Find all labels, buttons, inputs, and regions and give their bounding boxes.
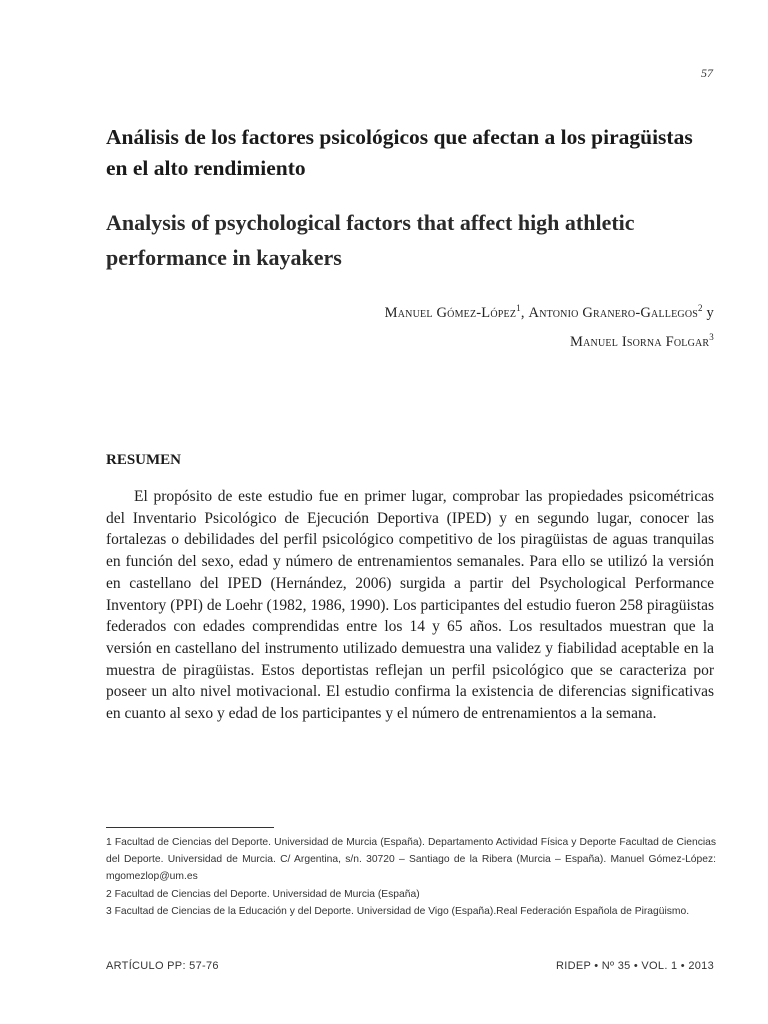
author-name: Manuel Isorna Folgar [570, 333, 710, 350]
footer-article-pages: ARTÍCULO PP: 57-76 [106, 960, 219, 972]
authors-block [114, 296, 714, 354]
footnote-1: 1 Facultad de Ciencias del Deporte. Universidad de Murcia (España). Departamento Actividad Física y Deporte Facultad de Ciencias del Deporte. Universidad de Murcia. C/ Argentina, s/n. 30720 – Santiago de la Ribera (Murcia – España). Manuel Gómez-López: mgomezlop@um.es [106, 837, 716, 883]
author-separator: y [702, 304, 714, 321]
footnote-2: 2 Facultad de Ciencias del Deporte. Universidad de Murcia (España) [106, 888, 420, 900]
author-name: Manuel Gómez-López [384, 304, 517, 321]
author-separator: , [520, 304, 529, 321]
abstract-paragraph: El propósito de este estudio fue en primer lugar, comprobar las propiedades psicométricas del Inventario Psicológico de Ejecución Deportiva (IPED) y en segundo lugar, conocer las fortalezas o debilidades del perfil psicológico competitivo de los piragüistas de aguas tranquilas en función del sexo, edad y número de entrenamientos semanales. Para ello se utilizó la versión en castellano del IPED (Hernández, 2006) surgida a partir del Psychological Performance Inventory (PPI) de Loehr (1982, 1986, 1990). Los participantes del estudio fueron 258 piragüistas federados con edades comprendidas entre los 14 y 65 años. Los resultados muestran que la versión en castellano del instrumento utilizado demuestra una validez y fiabilidad aceptable en la muestra de piragüistas. Estos deportistas reflejan un perfil psicológico que se caracteriza por poseer un alto nivel motivacional. El estudio confirma la existencia de diferencias significativas en cuanto al sexo y edad de los participantes y el número de entrenamientos a la semana. [106, 488, 714, 723]
section-heading: RESUMEN [106, 452, 182, 468]
footer-journal-info: RIDEP • Nº 35 • VOL. 1 • 2013 [556, 960, 714, 972]
title-spanish: Análisis de los factores psicológicos que afectan a los piragüistas en el alto rendimiento [106, 125, 693, 180]
author-affiliation-mark: 2 [698, 303, 703, 313]
author-1 [385, 305, 529, 321]
author-3 [570, 331, 714, 350]
footnotes [106, 834, 716, 920]
footnote-rule [106, 827, 274, 828]
author-affiliation-mark: 1 [516, 303, 521, 313]
author-name: Antonio Granero-Gallegos [528, 304, 699, 321]
title-english: Analysis of psychological factors that affect high athletic performance in kayakers [106, 210, 635, 270]
author-2 [529, 305, 714, 321]
footnote-3: 3 Facultad de Ciencias de la Educación y del Deporte. Universidad de Vigo (España).Real Federación Española de Piragüismo. [106, 905, 690, 917]
author-affiliation-mark: 3 [709, 331, 714, 342]
page-number: 57 [701, 66, 713, 80]
